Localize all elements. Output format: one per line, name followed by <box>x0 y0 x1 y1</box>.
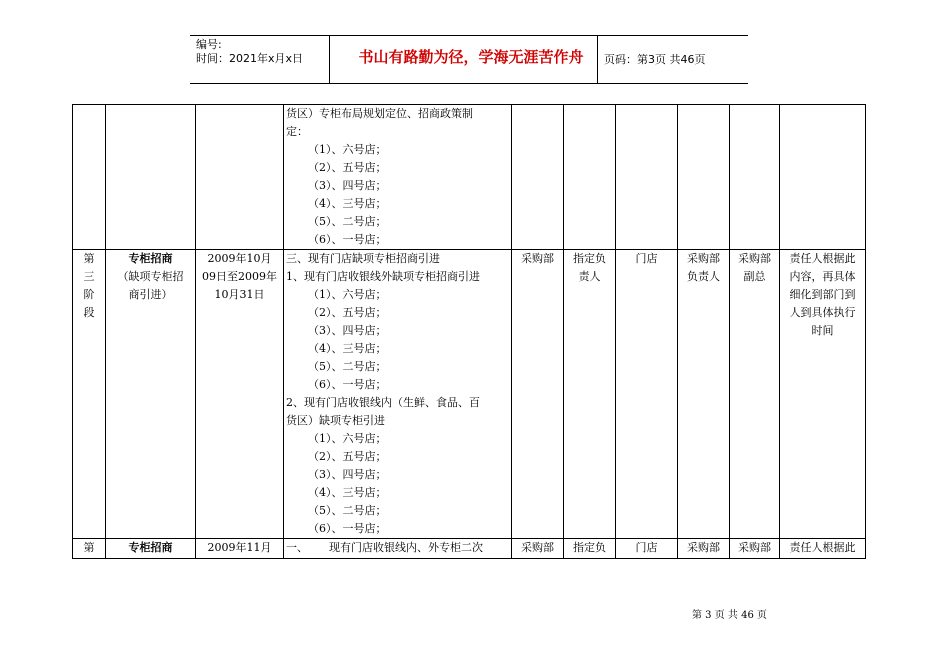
project-cell <box>106 105 196 250</box>
content-line: （3）、四号店； <box>308 179 387 192</box>
content-line: （1）、六号店； <box>308 288 387 301</box>
content-line: （4）、三号店； <box>308 342 387 355</box>
content-line: （6）、一号店； <box>308 378 387 391</box>
content-line: （6）、一号店； <box>308 233 387 246</box>
note-text: 责任人根据此 <box>789 541 856 554</box>
plan-table <box>72 104 866 559</box>
time-cell <box>196 539 284 559</box>
content-line: 货区）专柜布局规划定位、招商政策制 <box>286 107 473 120</box>
owner-cell <box>678 539 730 559</box>
content-line: （3）、四号店； <box>308 324 387 337</box>
header-bottom-rule <box>190 83 748 84</box>
person-cell <box>564 250 616 539</box>
owner-cell <box>678 105 730 250</box>
person-cell <box>564 105 616 250</box>
person-text: 指定负 <box>573 541 606 554</box>
content-line: （5）、二号店； <box>308 504 387 517</box>
dept-cell <box>512 105 564 250</box>
project-cell <box>106 539 196 559</box>
reviewer-cell <box>730 539 780 559</box>
content-line: （6）、一号店； <box>308 522 387 535</box>
note-cell <box>780 105 866 250</box>
reviewer-text: 采购部副总 <box>738 252 771 283</box>
dept-cell <box>512 539 564 559</box>
content-line: （3）、四号店； <box>308 468 387 481</box>
owner-text: 采购部 <box>687 541 720 554</box>
content-line: 2、现有门店收银线内（生鲜、食品、百 <box>286 396 480 409</box>
time-text: 2009年10月09日至2009年10月31日 <box>202 252 277 301</box>
time-cell <box>196 105 284 250</box>
content-line: （4）、三号店； <box>308 197 387 210</box>
dept-text: 采购部 <box>521 252 554 265</box>
header-top-rule <box>190 35 748 36</box>
person-cell <box>564 539 616 559</box>
store-cell <box>616 250 678 539</box>
content-cell <box>284 105 512 250</box>
doc-number-label: 编号: <box>196 38 222 51</box>
stage-text: 第 <box>83 541 95 554</box>
stage-cell <box>73 105 106 250</box>
doc-time-label: 时间：2021年x月x日 <box>196 52 304 65</box>
table-row <box>73 250 866 539</box>
header-divider-left <box>329 35 330 83</box>
store-cell <box>616 539 678 559</box>
content-line: （5）、二号店； <box>308 360 387 373</box>
content-line: 货区）缺项专柜引进 <box>286 414 385 427</box>
note-text: 责任人根据此内容，再具体细化到部门到人到具体执行时间 <box>789 252 856 337</box>
content-cell <box>284 250 512 539</box>
store-text: 门店 <box>635 252 658 265</box>
reviewer-cell <box>730 105 780 250</box>
content-line: 一、 现有门店收银线内、外专柜二次 <box>286 541 483 554</box>
store-text: 门店 <box>635 541 658 554</box>
project-subtitle: （缺项专柜招商引进） <box>117 270 184 301</box>
note-cell <box>780 539 866 559</box>
dept-text: 采购部 <box>521 541 554 554</box>
content-line: （5）、二号店； <box>308 215 387 228</box>
stage-cell <box>73 539 106 559</box>
content-line: （1）、六号店； <box>308 143 387 156</box>
content-line: 三、现有门店缺项专柜招商引进 <box>286 252 440 265</box>
content-cell <box>284 539 512 559</box>
project-title: 专柜招商 <box>128 541 173 554</box>
reviewer-cell <box>730 250 780 539</box>
stage-text: 第三阶段 <box>83 252 95 319</box>
owner-text: 采购部负责人 <box>687 252 720 283</box>
person-text: 指定负责人 <box>573 252 606 283</box>
page-footer: 第 3 页 共 46 页 <box>692 610 767 621</box>
stage-cell <box>73 250 106 539</box>
table-row <box>73 105 866 250</box>
content-line: （4）、三号店； <box>308 486 387 499</box>
content-line: （2）、五号店； <box>308 306 387 319</box>
project-cell <box>106 250 196 539</box>
content-line: （2）、五号店； <box>308 450 387 463</box>
header-page-label: 页码：第3页 共46页 <box>604 53 706 66</box>
time-cell <box>196 250 284 539</box>
time-text: 2009年11月 <box>207 541 272 554</box>
content-line: （1）、六号店； <box>308 432 387 445</box>
header-motto: 书山有路勤为径，学海无涯苦作舟 <box>358 48 584 66</box>
content-line: 定： <box>286 125 308 138</box>
project-title: 专柜招商 <box>128 252 173 265</box>
content-line: （2）、五号店； <box>308 161 387 174</box>
content-line: 1、现有门店收银线外缺项专柜招商引进 <box>286 270 480 283</box>
owner-cell <box>678 250 730 539</box>
note-cell <box>780 250 866 539</box>
dept-cell <box>512 250 564 539</box>
store-cell <box>616 105 678 250</box>
table-row <box>73 539 866 559</box>
reviewer-text: 采购部 <box>738 541 771 554</box>
